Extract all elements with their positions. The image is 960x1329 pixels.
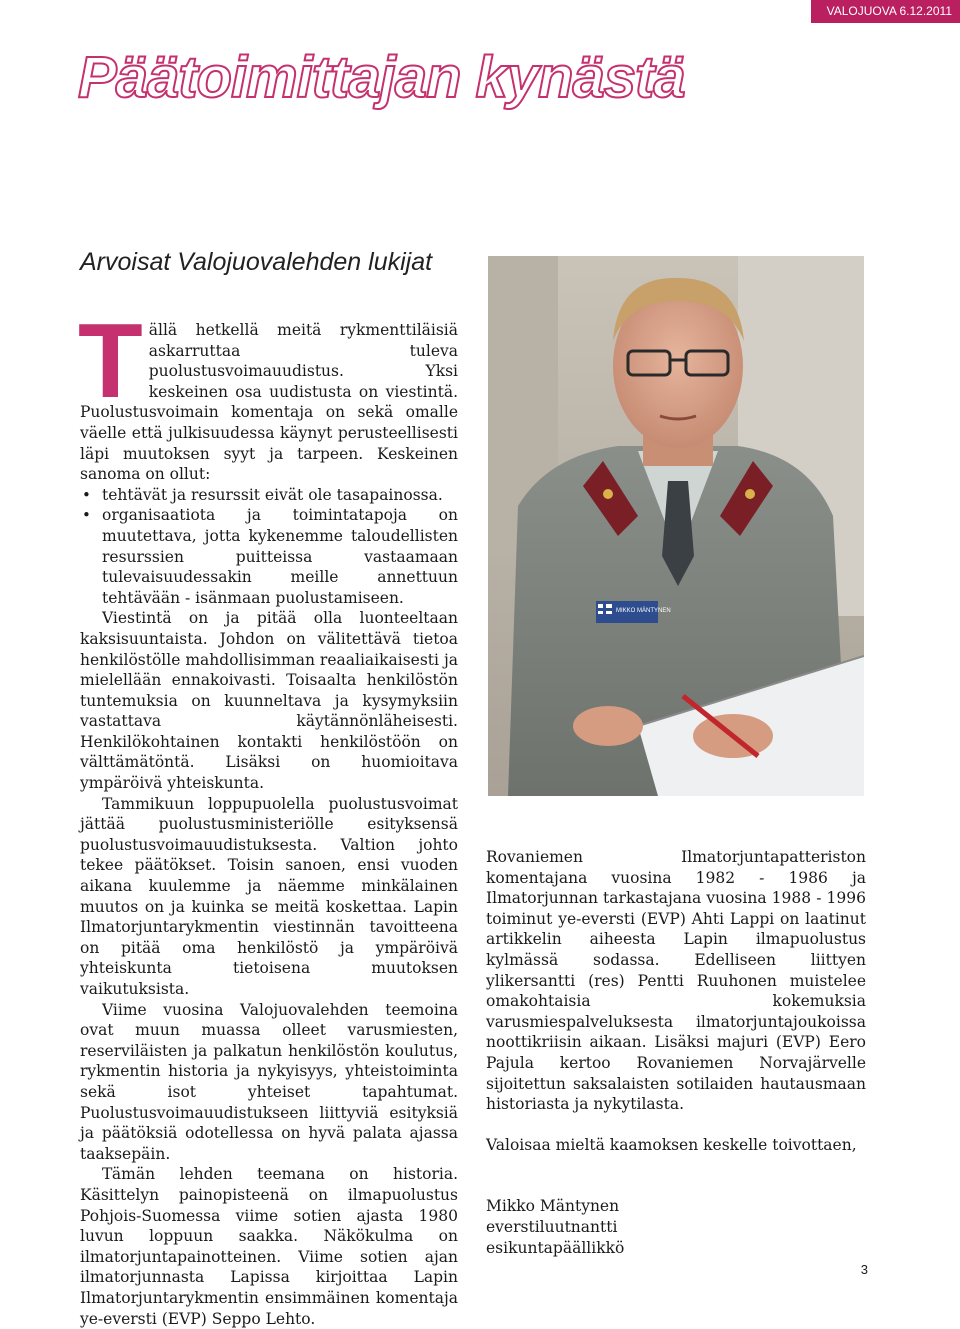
closing-line: Valoisaa mieltä kaamoksen keskelle toivottaen, [486,1135,857,1154]
issue-tag: VALOJUOVA 6.12.2011 [811,0,960,23]
signature-position: esikuntapäällikkö [486,1238,625,1257]
signature-rank: everstiluutnantti [486,1217,618,1236]
page-number: 3 [860,1262,868,1277]
greeting-heading: Arvoisat Valojuovalehden lukijat [80,248,433,276]
body-paragraph: Rovaniemen Ilmatorjuntapatteriston komentajana vuosina 1982 - 1986 ja Ilmatorjunnan tarkastajana vuosina 1988 - 1996 toiminut ye-eversti (EVP) Ahti Lappi on laatinut artikkelin aiheesta Lapin ilmapuolustus kylmässä sodassa. Edelliseen liittyen ylikersantti (res) Pentti Ruuhonen muistelee omakohtaisia kokemuksia varusmiespalveluksesta ilmatorjuntajoukoissa noottikriisin aikaan. Lisäksi majuri (EVP) Eero Pajula kertoo Rovaniemen Norvajärvelle sijoitettun saksalaisten sotilaiden hautausmaan historiasta ja nykytilasta. [486,848,866,1114]
author-portrait-photo [488,256,864,796]
right-column [486,847,866,1258]
body-paragraph: Tammikuun loppupuolella puolustusvoimat jättää puolustusministeriölle esityksensä puolustusvoimauudistuksesta. Valtion johto tekee päätökset. Toisin sanoen, ensi vuoden aikana kuulemme ja näemme minkälainen muutos on ja kuinka se meitä koskettaa. Lapin Ilmatorjuntarykmentin viestinnän tavoitteena on pitää oma henkilöstö ja ympäröivä yhteiskunta tietoisena muutoksen vaikutuksista. [80,794,458,998]
left-column [78,302,458,1329]
intro-paragraph [78,302,458,485]
signature-name: Mikko Mäntynen [486,1197,620,1216]
body-paragraph: Viestintä on ja pitää olla luonteeltaan kaksisuuntaista. Johdon on välitettävä tietoa henkilöstölle mahdollisimman reaaliaikaisesti ja mielellään ennakoivasti. Toisaalta henkilöstön tuntemuksia on kuunneltava ja kysymyksiin vastattava käytännönläheisesti. Henkilökohtainen kontakti henkilöstöön on välttämätöntä. Lisäksi on huomioitava ympäröivä yhteiskunta. [80,609,458,793]
body-paragraph: Tämän lehden teemana on historia. Käsittelyn painopisteenä on ilmapuolustus Pohjois-Suomessa viime sotien ajasta 1980 luvun loppuun saakka. Näkökulma on ilmatorjuntapainotteinen. Viime sotien ajan ilmatorjunnasta Lapissa kirjoittaa Lapin Ilmatorjuntarykmentin ensimmäinen komentaja ye-eversti (EVP) Seppo Lehto. [80,1165,458,1328]
signature-block [486,1196,866,1258]
bullet-dot-icon: • [82,485,91,504]
intro-text: ällä hetkellä meitä rykmenttiläisiä askarruttaa tuleva puolustusvoimauudistus. Yksi keskeinen osa uudistusta on viestintä. Puolustusvoimain komentaja on sekä omalle väelle että julkisuudessa käynyt perusteellisesti läpi muutoksen syyt ja tarpeen. Keskeinen sanoma on ollut: [80,321,458,484]
bullet-item [80,485,458,506]
page-title: Päätoimittajan kynästä [78,45,685,110]
bullet-item [80,505,458,608]
bullet-text: organisaatiota ja toimintatapoja on muutettava, jotta kykenemme taloudellisten resurssien puitteissa vastaamaan tulevaisuudessakin meille annettuun tehtävään - isänmaan puolustamiseen. [102,506,458,607]
name-tag-text: MIKKO MÄNTYNEN [616,608,671,614]
bullet-text: tehtävät ja resurssit eivät ole tasapainossa. [102,485,443,504]
drop-cap: T [78,302,143,420]
body-paragraph: Viime vuosina Valojuovalehden teemoina ovat muun muassa olleet varusmiesten, reserviläisten ja palkatun henkilöstön koulutus, rykmentin historia ja nykyisyys, yhteistoiminta sekä isot yhteiset tapahtumat. Puolustusvoimauudistukseen liittyviä esityksiä ja päätöksiä odotellessa on hyvä palata ajassa taaksepäin. [80,1000,458,1163]
bullet-dot-icon: • [82,506,91,525]
